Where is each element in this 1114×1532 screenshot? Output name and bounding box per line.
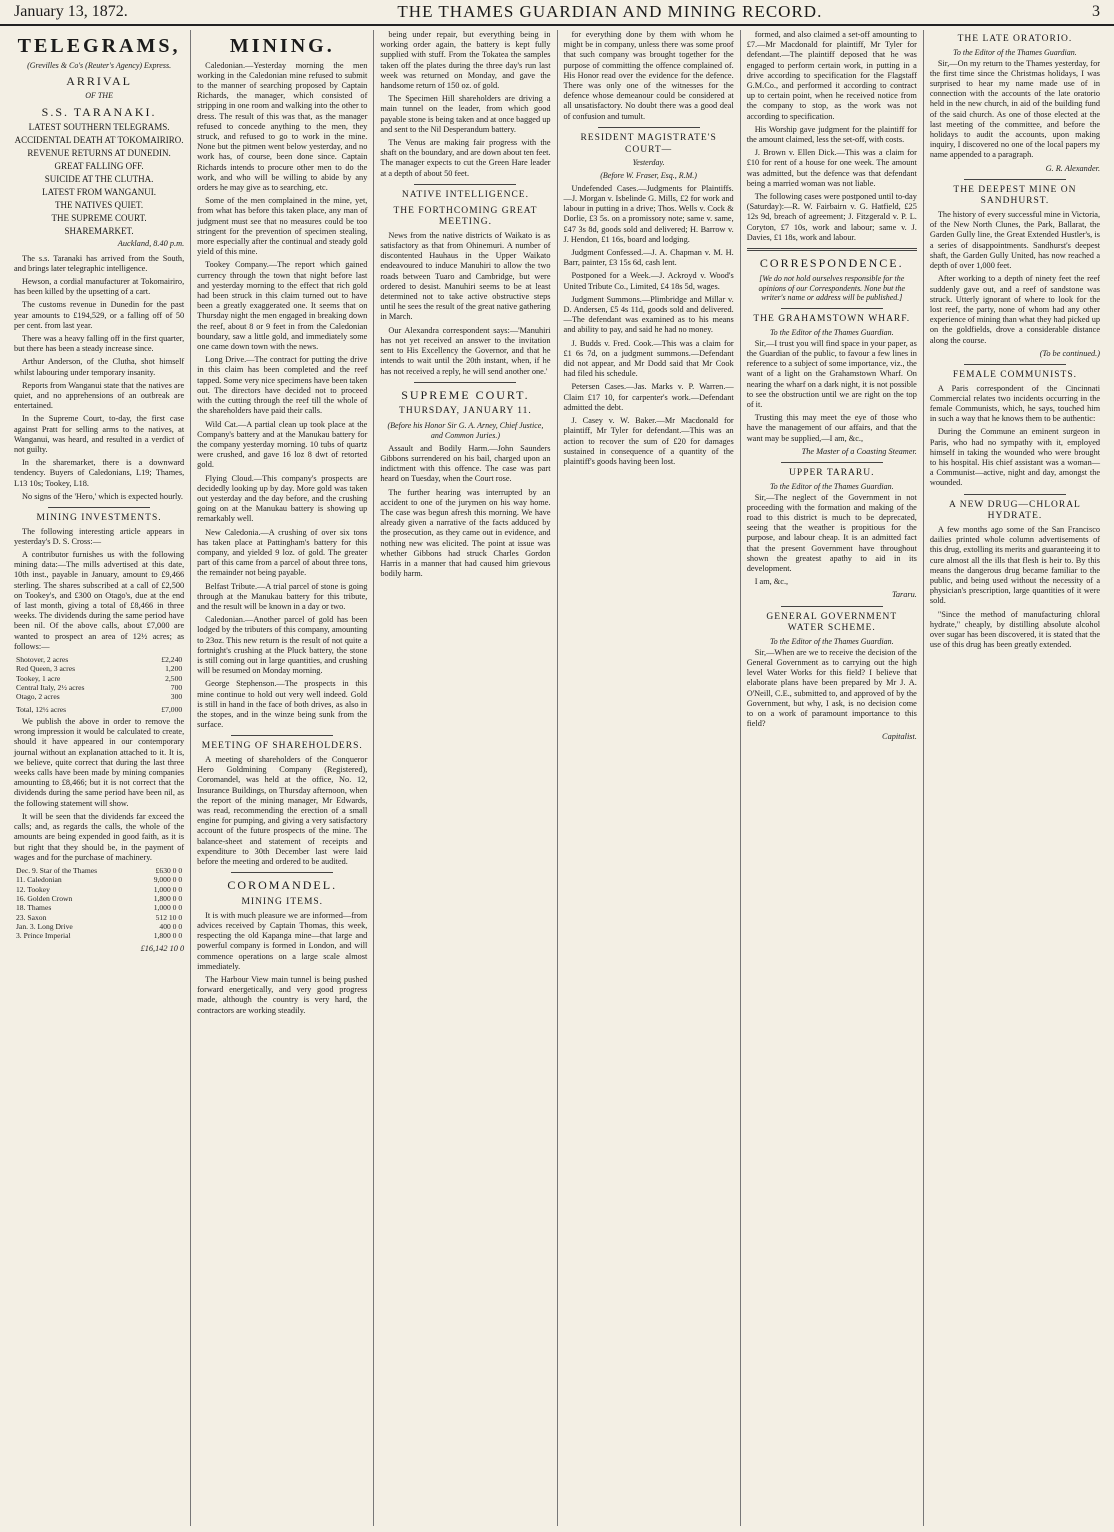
table-cell: 11. Caledonian	[16, 875, 62, 885]
divider	[598, 127, 700, 128]
paragraph: The Specimen Hill shareholders are driving a main tunnel on the leader, from which good payable stone is being taken and at once bagged up and sent to the Nil Desperandum battery.	[380, 94, 551, 134]
paragraph: Reports from Wanganui state that the natives are quiet, and no apprehensions of an outbreak are entertained.	[14, 380, 185, 411]
headline: ACCIDENTAL DEATH AT TOKOMAIRIRO.	[14, 134, 184, 145]
wharf-signature: The Master of a Coasting Steamer.	[801, 446, 917, 456]
table-cell: 300	[170, 692, 183, 702]
table-cell: 23. Saxon	[16, 912, 47, 922]
tararu-heading: UPPER TARARU.	[789, 468, 875, 479]
wharf-body	[747, 339, 917, 444]
paragraph: Sir,—On my return to the Thames yesterday, for the first time since the Christmas holidays, I was surprised to hear my name made use of in connection with the accounts of the late oratorio held in the new church, in aid of the building fund of the said church. As one of those elected at the last meeting of the committee, and before the holidays to audit the accounts, upon making inquiry, I discovered no one of the local papers my name appended to a paragraph.	[929, 58, 1101, 160]
dividend-row	[14, 866, 184, 875]
court-date: THURSDAY, JANUARY 11.	[399, 406, 532, 417]
table-cell: 512 10 0	[155, 912, 183, 922]
paragraph: Tookey Company.—The report which gained currency through the town that night before last and yesterday morning to the effect that rich gold had been struck in this claim turned out to have been a greatly exaggerated one. It seems that on Thursday night the men engaged in breaking down the reef, about 8 or 9 feet in from the Caledonian boundary, saw a little gold, and immediately some one came down town with the news.	[197, 260, 368, 352]
oratorio-signature: G. R. Alexander.	[1045, 163, 1101, 173]
mining-heading: MINING.	[229, 35, 335, 57]
table-cell: £2,240	[161, 655, 183, 665]
table-cell: Jan. 3. Long Drive	[16, 921, 73, 931]
total-value: £7,000	[161, 704, 183, 714]
paragraph: In the sharemarket, there is a downward tendency. Buyers of Caledonians, L19; Thames, L13 10s; Tookey, L18.	[14, 458, 185, 488]
of-the-line: OF THE	[85, 91, 113, 101]
oratorio-heading: THE LATE ORATORIO.	[957, 34, 1073, 44]
area-row	[14, 655, 184, 664]
paragraph: Undefended Cases.—Judgments for Plaintiffs.—J. Morgan v. Isbelinde G. Mills, £2 for work and labour in putting in a drive; Thos. Wells v. Cock & Dorlie, £3 5s. on a promissory note; same v. same, £47 3s 8d, goods sold and delivered; H. Barrow v. J. Hendon, £1 16s, board and lodging.	[563, 183, 734, 244]
table-cell: Red Queen, 3 acres	[16, 664, 76, 674]
newspaper-title: THE THAMES GUARDIAN AND MINING RECORD.	[397, 2, 823, 21]
paragraph: Caledonian.—Another parcel of gold has been lodged by the tributers of this company, amounting to 23oz. This new return is the result of not quite a fortnight's crushing at the Pluck battery, the stone is still coming out in large quantities, and crushing will be resumed on Monday morning.	[197, 615, 368, 676]
column-4	[558, 30, 741, 1526]
dividend-row	[14, 931, 184, 940]
table-cell: 9,000 0 0	[153, 875, 183, 885]
paragraph: formed, and also claimed a set-off amounting to £7.—Mr Macdonald for plaintiff, Mr Tyler for defendant.—The plaintiff deposed that he was engaged to perform certain work, in putting in a drive according to specification for the Flagstaff G.M.Co., and performed it according to contract up to certain point, when he received notice from the company to stop, as the work was not according to specification.	[746, 30, 917, 121]
deepest-mine-body	[930, 210, 1100, 346]
page-number: 3	[1092, 3, 1100, 20]
mining-items-heading: MINING ITEMS.	[241, 897, 324, 908]
table-cell: 2,500	[165, 673, 183, 683]
areas-table	[14, 655, 184, 702]
divider	[964, 494, 1066, 495]
magistrate-before: (Before W. Fraser, Esq., R.M.)	[600, 171, 697, 180]
divider	[781, 606, 883, 607]
column-3	[374, 30, 557, 1526]
headline: THE NATIVES QUIET.	[55, 200, 144, 211]
headline: LATEST FROM WANGANUI.	[42, 187, 157, 198]
telegram-headlines	[14, 122, 184, 238]
meeting-subheading: THE FORTHCOMING GREAT MEETING.	[393, 205, 538, 228]
masthead	[0, 0, 1114, 26]
paragraph: Hewson, a cordial manufacturer at Tokomairiro, has been killed by the upsetting of a cart.	[14, 276, 185, 297]
paragraph: Petersen Cases.—Jas. Marks v. P. Warren.—Claim £17 10, for carpenter's work.—Defendant admitted the debt.	[563, 382, 734, 412]
paragraph: J. Casey v. W. Baker.—Mr Macdonald for plaintiff, Mr Tyler for defendant.—This was an action to recover the sum of £20 for damages sustained in consequence of a quantity of the plaintiff's goods having been lost.	[563, 416, 734, 466]
paragraph: The following interesting article appears in yesterday's D. S. Cross:—	[14, 526, 185, 546]
headline: SUICIDE AT THE CLUTHA.	[44, 174, 154, 184]
divider	[414, 184, 516, 185]
paragraph: Some of the men complained in the mine, yet, from what has before this taken place, any man of judgment must see that no measures could be too stringent for the prevention of specimen stealing, more especially after the continual and steady gold yield of this mine.	[197, 196, 368, 257]
court-continued	[564, 30, 734, 122]
paragraph: The following cases were postponed until to-day (Saturday):—R. W. Fairbairn v. G. Hatfield, £25 12s 9d, breach of agreement; J. Fitzgerald v. P. L. Coryton, £7 10s, work and labour; same v. J. Davies, £1 18s, work and labour.	[746, 192, 917, 242]
table-cell: 1,800 0 0	[153, 893, 183, 903]
paragraph: News from the native districts of Waikato is as satisfactory as that from Ohinemuri. A number of discontented Hauhaus in the Upper Waikato endeavoured to induce Manuhiri to allow the two roads between Tuaro and Cambridge, but were ordered to desist. Manuhiri seems to be at least determined not to take active obstructive steps until he sees the result of the great native gathering in March.	[380, 230, 551, 322]
water-heading: GENERAL GOVERNMENT WATER SCHEME.	[766, 611, 898, 634]
investments-body-2	[14, 717, 184, 863]
native-body	[380, 231, 550, 377]
area-row	[14, 674, 184, 683]
paragraph: Sir,—I trust you will find space in your paper, as the Guardian of the public, to favour a few lines in reference to a subject of some importance, viz., the want of a light on the Grahamstown Wharf. On nearing the wharf on a dark night, it is not possible to see the obstruction until we are right on the top of it.	[746, 338, 917, 410]
divider	[781, 462, 883, 463]
issue-date: January 13, 1872.	[14, 3, 128, 20]
correspondence-heading: CORRESPONDENCE.	[759, 256, 904, 271]
deepest-mine-heading: THE DEEPEST MINE ON SANDHURST.	[953, 184, 1077, 207]
divider	[231, 872, 333, 873]
headline: REVENUE RETURNS AT DUNEDIN.	[27, 147, 171, 158]
divider	[964, 179, 1066, 180]
area-row	[14, 692, 184, 701]
paragraph: for everything done by them with whom he might be in company, unless there was some proof that such company was brought together for the purpose of committing the offence complained of. His Honor read over the evidence for the defence. There was only one of the witnesses for the defence whose demeanour could be considered at all unsatisfactory. No doubt there was a good deal of confusion and tumult.	[563, 30, 734, 121]
arrival-heading: ARRIVAL	[66, 74, 132, 89]
magistrate-heading: RESIDENT MAGISTRATE'S COURT—	[580, 132, 717, 155]
tararu-signature: Tararu.	[892, 590, 917, 600]
headline: GREAT FALLING OFF.	[54, 160, 144, 171]
paragraph: J. Brown v. Ellen Dick.—This was a claim for £10 for rent of a house for one week. The amount was admitted, but the defence was that defendant being a married woman was not liable.	[746, 148, 917, 188]
oratorio-body	[930, 59, 1100, 161]
paragraph: During the Commune an eminent surgeon in Paris, who had no sympathy with it, employed himself in taking the wounded who were brought to his hospital. His chief assistant was a woman—a Communist—active, night and day, amongst the wounded.	[929, 427, 1101, 488]
table-cell: 12. Tookey	[16, 884, 50, 894]
column-5	[741, 30, 924, 1526]
paragraph: The further hearing was interrupted by an accident to one of the jurymen on his way home. The case was begun afresh this morning. We have already given a narrative of the facts adduced by the prosecution, as they came out in evidence, and nothing new was elicited. The point at issue was whether Gibbons had struck Charles Gordon Harris in a manner that had caused him grievous bodily harm.	[380, 487, 551, 579]
magistrate-body	[564, 184, 734, 467]
paragraph: Arthur Anderson, of the Clutha, shot himself whilst labouring under temporary insanity.	[14, 357, 185, 377]
chloral-body	[930, 525, 1100, 650]
table-cell: Central Italy, 2½ acres	[16, 683, 85, 693]
paragraph: being under repair, but everything being in working order again, the battery is kept fully supplied with stuff. From the Tokatea the samples taken off the plates during the three day's run last week was returned on Monday, and gave the handsome return of 150 oz. of gold.	[380, 30, 551, 91]
areas-total	[14, 705, 184, 714]
water-signature: Capitalist.	[882, 732, 917, 742]
ship-heading: S.S. TARANAKI.	[41, 105, 157, 119]
paragraph: J. Budds v. Fred. Cook.—This was a claim for £1 6s 7d, on a judgment summons.—Defendant did not appear, and Mr Dodd said that Mr Cook had filed his schedule.	[563, 338, 734, 379]
table-cell: 1,800 0 0	[153, 931, 183, 941]
paragraph: Postponed for a Week.—J. Ackroyd v. Wood's United Tribute Co., Limited, £4 18s 5d, wages.	[563, 271, 734, 291]
paragraph: Assault and Bodily Harm.—John Saunders Gibbons surrendered on his bail, charged upon an indictment with this offence. The case was part heard on Tuesday, when the Court rose.	[380, 443, 551, 484]
paragraph: George Stephenson.—The prospects in this mine continue to hold out very well indeed. Gold is still in hand in the face of both drives, as also in the stopes, and in the winze being sunk from the surface.	[197, 679, 368, 730]
tararu-to: To the Editor of the Thames Guardian.	[769, 481, 894, 491]
mining-body	[197, 61, 367, 731]
divider	[747, 248, 917, 251]
paragraph: A contributor furnishes us with the following mining data:—The mills advertised at this date, 10th inst., payable in January, amount to £9,466 sterling. The shares subscribed at a call of £2,500 on Tookey's, and £300 on Otago's, due at the end of last month, giving a total of £8,466 in three weeks. The dividends during the same period have been nil. Of the above calls, about £7,000 are wanted to prospect an area of 12½ acres; as follows:—	[14, 550, 185, 651]
area-row	[14, 683, 184, 692]
headline: THE SUPREME COURT.	[51, 213, 147, 224]
paragraph: Wild Cat.—A partial clean up took place at the Company's battery and at the Manukau battery for the company yesterday morning. 10 tubs of quartz were crushed, and gave 16 loz 8 dwt of retorted gold.	[197, 419, 368, 470]
investments-heading: MINING INVESTMENTS.	[36, 512, 162, 523]
wharf-to: To the Editor of the Thames Guardian.	[769, 327, 894, 337]
paragraph: "Since the method of manufacturing chloral hydrate," cheaply, by distilling absolute alcohol over sugar has been discovered, it is stated that the use of this drug has been greatly extended.	[929, 609, 1101, 650]
meeting-heading: MEETING OF SHAREHOLDERS.	[201, 741, 363, 752]
dividend-row	[14, 894, 184, 903]
table-cell: 1,000 0 0	[153, 884, 183, 894]
paragraph: Our Alexandra correspondent says:—'Manuhiri has not yet received an answer to the invitation sent to His Excellency the Governor, and that he intends to wait until the 20th instant, when, if he has not received a reply, he will send another one.'	[380, 325, 551, 376]
divider	[414, 382, 516, 383]
to-be-continued: (To be continued.)	[1039, 348, 1101, 358]
mining-continued	[380, 30, 550, 179]
headline: LATEST SOUTHERN TELEGRAMS.	[28, 121, 170, 132]
dividend-row	[14, 913, 184, 922]
paragraph: We publish the above in order to remove the wrong impression it would be calculated to create, should it have appeared in our contemporary journal without an explanation attached to it. It is, we believe, quite correct that during the last three weeks calls have been made by mining companies amounting to £8,466; but it is not correct that the dividends during the same period have been nil, as the following statement will show.	[14, 717, 185, 808]
table-cell: Dec. 9. Star of the Thames	[16, 865, 98, 875]
headline: SHAREMARKET.	[64, 226, 134, 237]
area-row	[14, 664, 184, 673]
paragraph: Belfast Tribute.—A trial parcel of stone is going through at the Manukau battery for this tribute, and the result will be known in a day or two.	[197, 581, 368, 611]
table-cell: 400 0 0	[159, 921, 183, 931]
dividend-row	[14, 875, 184, 884]
paragraph: A Paris correspondent of the Cincinnati Commercial relates two incidents occurring in the female Communists, which, he says, touched him in such a way that he knows them to be authentic:	[929, 383, 1101, 424]
telegram-body	[14, 254, 184, 502]
paragraph: In the Supreme Court, to-day, the first case against Pratt for selling arms to the natives, at Wanganui, was heard, and resulted in a verdict of not guilty.	[14, 414, 185, 454]
correspondence-note: [We do not hold ourselves responsible for the opinions of our Correspondents. None but the writer's name or address will be published.]	[758, 273, 906, 303]
paragraph: It will be seen that the dividends far exceed the calls; and, as regards the calls, the whole of the amounts are being expended in good faith, as it is but right that they should be, in the payment of wages and for the purchase of machinery.	[14, 811, 185, 862]
paragraph: Sir,—The neglect of the Government in not proceeding with the formation and making of the road to this district is much to be deprecated, seeing that the weather is propitious for the purpose, and labour cheap. It is an admitted fact that the present Government have throughout shown the greatest apathy to aid in its development.	[746, 492, 917, 573]
dividends-total: £16,142 10 0	[140, 943, 185, 953]
dividend-row	[14, 922, 184, 931]
table-cell: Tookey, 1 acre	[16, 673, 61, 683]
table-cell: Otago, 2 acres	[16, 692, 60, 702]
water-to: To the Editor of the Thames Guardian.	[769, 636, 894, 646]
dateline: Auckland, 8.40 p.m.	[117, 239, 185, 249]
paragraph: The Harbour View main tunnel is being pushed forward energetically, and very good progress made, although the country is very hard, the contractors are working steadily.	[197, 974, 368, 1015]
court-before: (Before his Honor Sir G. A. Arney, Chief Justice, and Common Juries.)	[387, 421, 544, 440]
coromandel-body	[197, 911, 367, 1016]
table-cell: 18. Thames	[16, 903, 52, 913]
paragraph: There was a heavy falling off in the first quarter, but there has been a steady increase since.	[14, 333, 185, 354]
chloral-heading: A NEW DRUG—CHLORAL HYDRATE.	[949, 499, 1081, 522]
native-heading: NATIVE INTELLIGENCE.	[401, 189, 529, 200]
supreme-court-heading: SUPREME COURT.	[401, 387, 530, 402]
paragraph: Caledonian.—Yesterday morning the men working in the Caledonian mine refused to submit to the manner of searching proposed by Captain Richards, the manager, which consisted of stripping in one room and walking into the other to dress. The result of this was that, as the manager refused to concede anything to the men, they struck, and refused to go to work in the mine. None but the pitmen went below yesterday, and no work has, of course, been done since. Captain Richards intends to procure other men to do the work, and who will be willing to abide by any orders he may give as to searching, etc.	[197, 60, 368, 193]
tararu-body	[747, 493, 917, 588]
investments-body	[14, 527, 184, 652]
wharf-heading: THE GRAHAMSTOWN WHARF.	[753, 314, 911, 325]
table-cell: 1,000 0 0	[153, 903, 183, 913]
divider	[48, 507, 150, 508]
coromandel-heading: COROMANDEL.	[227, 878, 338, 893]
paragraph: His Worship gave judgment for the plaintiff for the amount claimed, less the set-off, with costs.	[746, 124, 917, 145]
columns	[8, 30, 1106, 1526]
meeting-body: A meeting of shareholders of the Conqueror Hero Goldmining Company (Registered), Coromandel, was held at the office, No. 12, Insurance Buildings, on Thursday afternoon, when the report of the mining manager, Mr Edwards, was read, recommending the erection of a small engine for pumping, and giving a very satisfactory account of the future prospects of the mine. The balance-sheet and statement of receipts and expenditure to 30th December last were laid before the meeting and ordered to be audited.	[197, 755, 368, 867]
paragraph: I am, &c.,	[754, 577, 789, 587]
paragraph: Flying Cloud.—This company's prospects are decidedly looking up by day. More gold was taken out yesterday and the day before, and the crushing going on at the Manukau battery is showing up remarkably well.	[197, 473, 368, 524]
paragraph: Judgment Summons.—Plimbridge and Millar v. D. Andersen, £5 4s 11d, goods sold and delivered.—The defendant was examined as to his means and ability to pay, and said he had no money.	[563, 294, 734, 335]
table-cell: 1,200	[165, 664, 183, 674]
dividend-row	[14, 885, 184, 894]
column-2	[191, 30, 374, 1526]
court-body	[380, 444, 550, 580]
paragraph: The customs revenue in Dunedin for the past year amounts to £194,529, or a falling off of 50 per cent. from last year.	[14, 300, 185, 330]
column-1	[8, 30, 191, 1526]
paragraph: It is with much pleasure we are informed—from advices received by Captain Thomas, this week, respecting the old Kapanga mine—that large and powerful company is formed in London, and will commence operations on a large scale almost immediately.	[197, 910, 368, 971]
oratorio-to: To the Editor of the Thames Guardian.	[953, 47, 1077, 57]
paragraph: New Caledonia.—A crushing of over six tons has taken place at Pattingham's battery for this company, and yielded 9 loz. of gold. The greater part of this came from a parcel of about three tons, the remainder not being payable.	[197, 527, 368, 578]
water-body	[747, 648, 917, 730]
divider	[964, 364, 1066, 365]
paragraph: The Venus are making fair progress with the shaft on the boundary, and are down about ten feet. The manager expects to cut the Green Hare leader at a depth of about 50 feet.	[380, 138, 551, 178]
divider	[231, 735, 333, 736]
telegrams-heading: TELEGRAMS,	[17, 35, 181, 57]
column-6	[924, 30, 1106, 1526]
paragraph: Sir,—When are we to receive the decision of the General Government as to carrying out the high level Water Works for this field? I believe that elaborate plans have been prepared by Mr J. A. O'Neill, C.E., submitted to, and approved of by the Government, but why, I ask, is no decision come to on a work of paramount importance to this field?	[746, 647, 917, 729]
table-cell: 16. Golden Crown	[16, 893, 73, 903]
paragraph: After working to a depth of ninety feet the reef suddenly gave out, and a reef of sandstone was struck. Utterly ignorant of where to look for the lost reef, the party, none of whom had any other experience of mining than what they had picked up on the goldfields, drove a considerable distance along the course.	[929, 274, 1101, 345]
dividends-table	[14, 866, 184, 941]
table-cell: Shotover, 2 acres	[16, 655, 69, 665]
paragraph: The history of every successful mine in Victoria, of the New North Clunes, the Park, Ballarat, the Garden Gully line, the Great Extended Hustler's, is a series of disappointments. Sandhurst's deepest shaft, the Garden Gully United, has now reached a depth of over 1,000 feet.	[929, 210, 1101, 271]
magistrate-day: Yesterday.	[632, 158, 665, 168]
paragraph: No signs of the 'Hero,' which is expected hourly.	[22, 491, 183, 501]
magistrate-continued	[747, 30, 917, 243]
communists-heading: FEMALE COMMUNISTS.	[952, 369, 1077, 380]
paragraph: Judgment Confessed.—J. A. Chapman v. M. H. Barr, painter, £3 15s 6d, cash lent.	[563, 248, 734, 268]
paragraph: Long Drive.—The contract for putting the drive in this claim has been completed and the reef tapped. Some very nice specimens have been taken out. The directors have decided not to proceed with the cutting through the reef till the whole of the shareholders have paid their calls.	[197, 355, 368, 416]
paragraph: A few months ago some of the San Francisco dailies printed whole column advertisements of this drug, extolling its merits and guaranteeing it to cure almost all the ills that flesh is heir to. By this means the dangerous drug became familiar to the public, and being used without the necessity of a physician's prescription, large quantities of it were sold.	[929, 524, 1101, 606]
paragraph: Trusting this may meet the eye of those who have the management of our affairs, and that the want may be supplied,—I am, &c.,	[746, 413, 917, 443]
communists-body	[930, 384, 1100, 489]
paragraph: The s.s. Taranaki has arrived from the South, and brings later telegraphic intelligence.	[14, 253, 185, 273]
divider	[781, 308, 883, 309]
table-cell: 3. Prince Imperial	[16, 931, 71, 941]
agency-line: (Grevilles & Co's (Reuter's Agency) Express.	[27, 60, 172, 70]
table-cell: £630 0 0	[155, 865, 183, 875]
table-cell: 700	[170, 683, 183, 693]
total-label: Total, 12½ acres	[16, 704, 67, 714]
dividend-row	[14, 903, 184, 912]
